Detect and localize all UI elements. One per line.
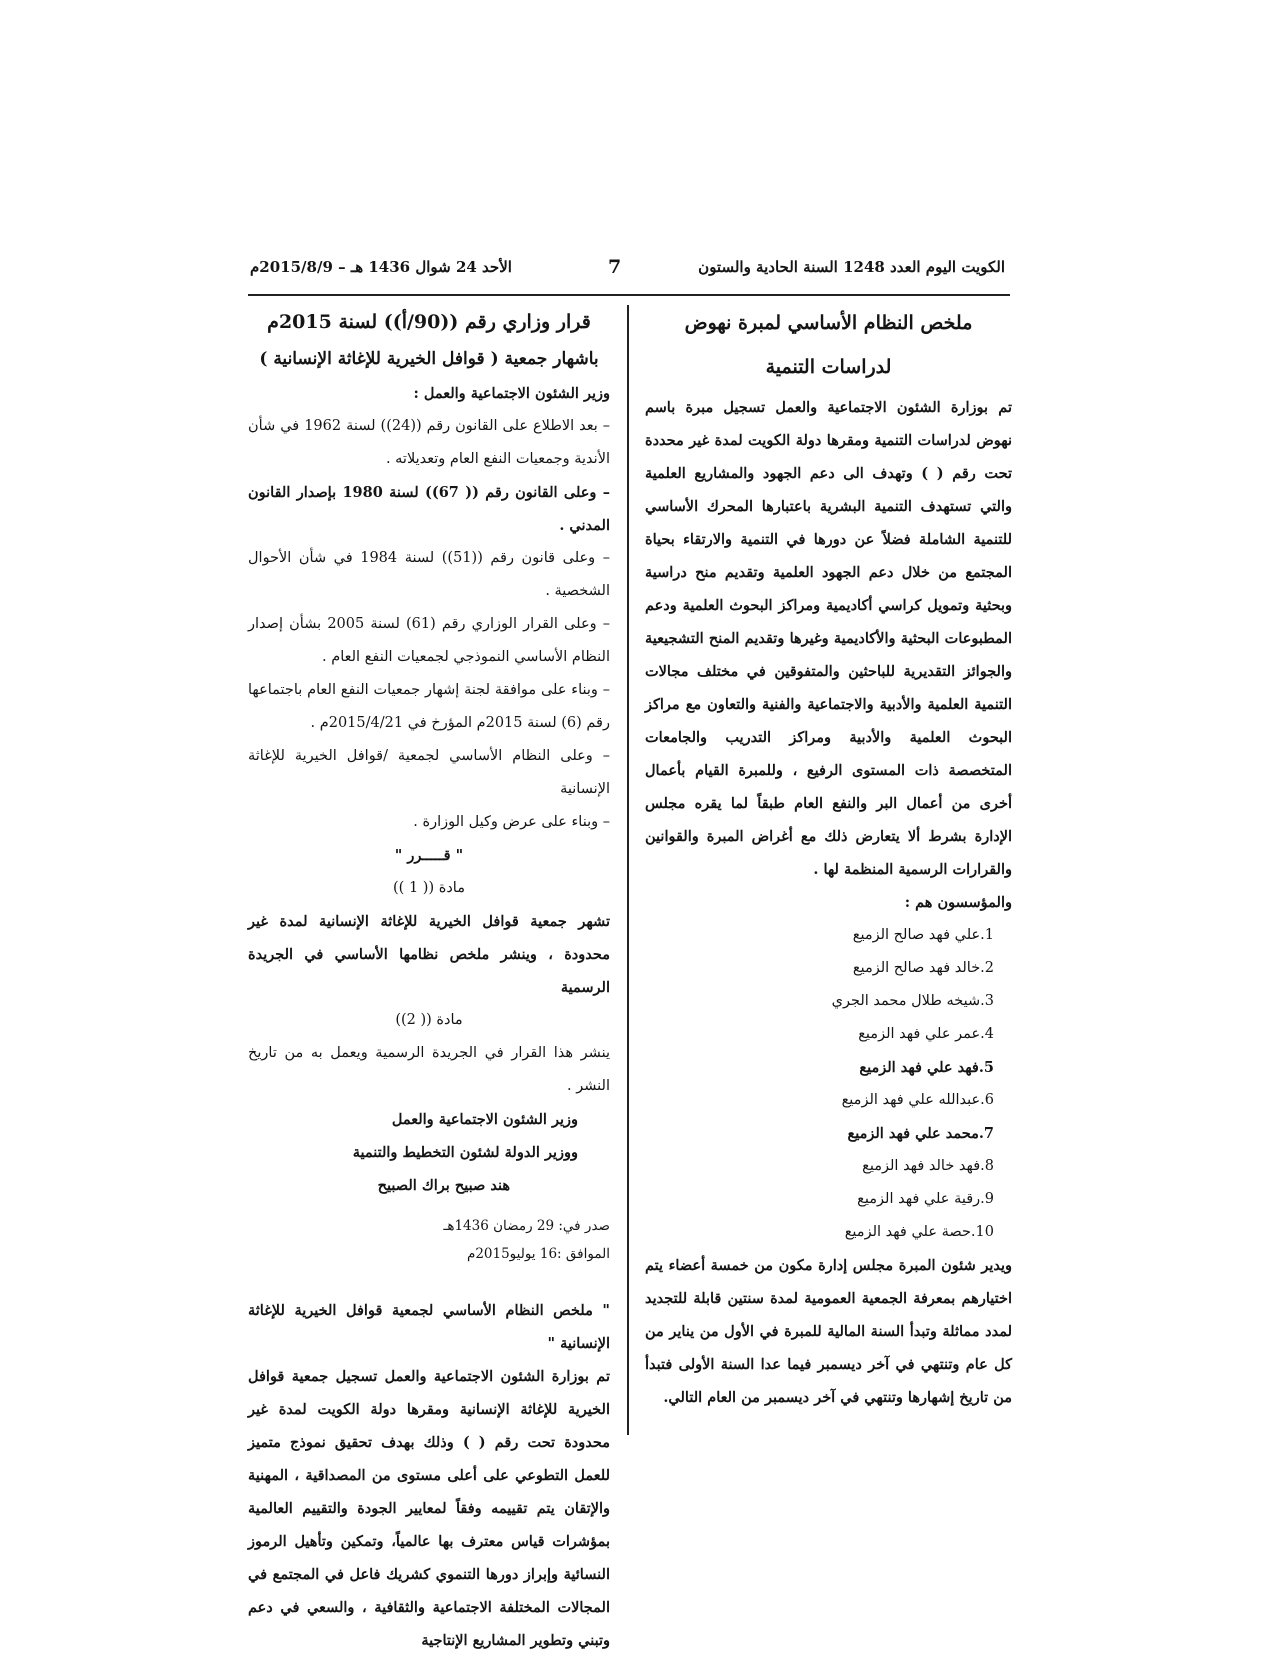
signer-title-2: ووزير الدولة لشئون التخطيط والتنمية (352, 1144, 578, 1161)
founders-list (645, 919, 1012, 1249)
founder-item: 5.فهد علي فهد الزميع (859, 1059, 994, 1076)
decided-heading: " قـــــرر " (394, 847, 464, 864)
charter-body: تم بوزارة الشئون الاجتماعية والعمل تسجيل مبرة باسم نهوض لدراسات التنمية ومقرها دولة الكويت لمدة غير محددة تحت رقم ( ) وتهدف الى دعم الجهود والمشاريع العلمية والتي تستهدف التنمية البشرية باعتبارها المحرك الأساسي للتنمية الشاملة فضلاً عن دورها في التنمية والارتقاء بحياة المجتمع من خلال دعم الجهود العلمية وتقديم منح دراسية وبحثية وتمويل كراسي أكاديمية ومراكز البحوث العلمية ودعم المطبوعات البحثية والأكاديمية وغيرها وتقديم المنح التشجيعية والجوائز التقديرية للباحثين والمتفوقين في مختلف مجالات التنمية العلمية والأدبية والاجتماعية والفنية والتعاون مع مراكز البحوث العلمية والأدبية ومراكز التدريب والجامعات المتخصصة ذات المستوى الرفيع ، وللمبرة القيام بأعمال أخرى من أعمال البر والنفع العام طبقاً لما يقره مجلس الإدارة بشرط ألا يتعارض ذلك مع أغراض المبرة والقوانين والقرارات الرسمية المنظمة لها . (645, 399, 1012, 878)
decree-subtitle: باشهار جمعية ( قوافل الخيرية للإغاثة الإنسانية ) (259, 349, 599, 369)
article1-text: تشهر جمعية قوافل الخيرية للإغاثة الإنسانية لمدة غير محدودة ، وينشر ملخص نظامها الأساسي في الجريدة الرسمية (248, 913, 610, 996)
header-publication: الكويت اليوم العدد 1248 السنة الحادية والستون (698, 258, 1005, 276)
left-column (248, 303, 610, 1657)
decree-title: قرار وزاري رقم ((90/أ)) لسنة 2015م (267, 311, 591, 333)
founders-heading: والمؤسسون هم : (904, 894, 1012, 911)
article1-label: مادة (( 1 )) (393, 880, 465, 896)
founder-item: 8.فهد خالد فهد الزميع (862, 1158, 994, 1174)
founder-item: 1.علي فهد صالح الزميع (852, 927, 994, 943)
issued-hijri: صدر في: 29 رمضان 1436هـ (443, 1218, 610, 1234)
preamble-item: – بعد الاطلاع على القانون رقم ((24)) لسنة 1962 في شأن الأندية وجمعيات النفع العام وتعديلاته . (248, 418, 610, 467)
header-rule (248, 294, 1010, 296)
charter-closing: ويدير شئون المبرة مجلس إدارة مكون من خمسة أعضاء يتم اختيارهم بمعرفة الجمعية العمومية لمدة سنتين قابلة للتجديد لمدد مماثلة وتبدأ السنة المالية للمبرة في الأول من يناير من كل عام وتنتهي في آخر ديسمبر فيما عدا السنة الأولى فتبدأ من تاريخ إشهارها وتنتهي في آخر ديسمبر من العام التالي. (645, 1257, 1012, 1406)
article2-label: مادة (( 2)) (395, 1012, 463, 1028)
founder-item: 2.خالد فهد صالح الزميع (852, 960, 994, 976)
preamble-item: – وعلى القانون رقم (( 67)) لسنة 1980 بإصدار القانون المدني . (248, 484, 610, 534)
right-column (645, 303, 1012, 1414)
article2-text: ينشر هذا القرار في الجريدة الرسمية ويعمل به من تاريخ النشر . (248, 1045, 610, 1094)
signer-name: هند صبيح براك الصبيح (377, 1177, 510, 1194)
preamble-item: – وعلى النظام الأساسي لجمعية /قوافل الخيرية للإغاثة الإنسانية (248, 748, 610, 797)
founder-item: 10.حصة علي فهد الزميع (844, 1224, 994, 1240)
founder-item: 3.شيخه طلال محمد الجري (831, 993, 994, 1009)
column-divider (627, 305, 629, 1435)
issued-gregorian: الموافق :16 يوليو2015م (466, 1246, 610, 1262)
header-date: الأحد 24 شوال 1436 هـ – 2015/8/9م (250, 258, 512, 276)
summary-title: " ملخص النظام الأساسي لجمعية قوافل الخيرية للإغاثة الإنسانية " (248, 1302, 610, 1352)
preamble-item: – وبناء على موافقة لجنة إشهار جمعيات النفع العام باجتماعها رقم (6) لسنة 2015م المؤرخ في 2015/4/21م . (248, 682, 610, 731)
signer-block (248, 1103, 610, 1202)
signer-title-1: وزير الشئون الاجتماعية والعمل (391, 1111, 578, 1128)
preamble-item: – وبناء على عرض وكيل الوزارة . (413, 814, 610, 830)
preamble-item: – وعلى قانون رقم ((51)) لسنة 1984 في شأن الأحوال الشخصية . (248, 550, 610, 599)
founder-item: 7.محمد علي فهد الزميع (847, 1125, 994, 1142)
founder-item: 9.رقية علي فهد الزميع (857, 1191, 994, 1207)
summary-body: تم بوزارة الشئون الاجتماعية والعمل تسجيل جمعية قوافل الخيرية للإغاثة الإنسانية ومقرها دولة الكويت لمدة غير محدودة تحت رقم ( ) وذلك بهدف تحقيق نموذج متميز للعمل التطوعي على أعلى مستوى من المصداقية ، المهنية والإتقان يتم تقييمه وفقاً لمعايير الجودة والتقييم العالمية بمؤشرات قياس معترف بها عالمياً، وتمكين وتأهيل الرموز النسائية وإبراز دورها التنموي كشريك فاعل في المجتمع في المجالات المختلفة الاجتماعية والثقافية ، والسعي في دعم وتبني وتطوير المشاريع الإنتاجية (248, 1368, 610, 1649)
preamble-item: – وعلى القرار الوزاري رقم (61) لسنة 2005 بشأن إصدار النظام الأساسي النموذجي لجمعيات النفع العام . (248, 616, 610, 665)
issue-date (248, 1212, 610, 1268)
page-header (250, 258, 1005, 284)
minister-intro: وزير الشئون الاجتماعية والعمل : (413, 385, 610, 402)
page-number: 7 (608, 256, 622, 278)
charter-title-line2: لدراسات التنمية (765, 356, 892, 378)
charter-title-line1: ملخص النظام الأساسي لمبرة نهوض (684, 312, 973, 334)
spacer (248, 1268, 610, 1294)
founder-item: 4.عمر علي فهد الزميع (858, 1026, 994, 1042)
founder-item: 6.عبدالله علي فهد الزميع (841, 1092, 994, 1108)
